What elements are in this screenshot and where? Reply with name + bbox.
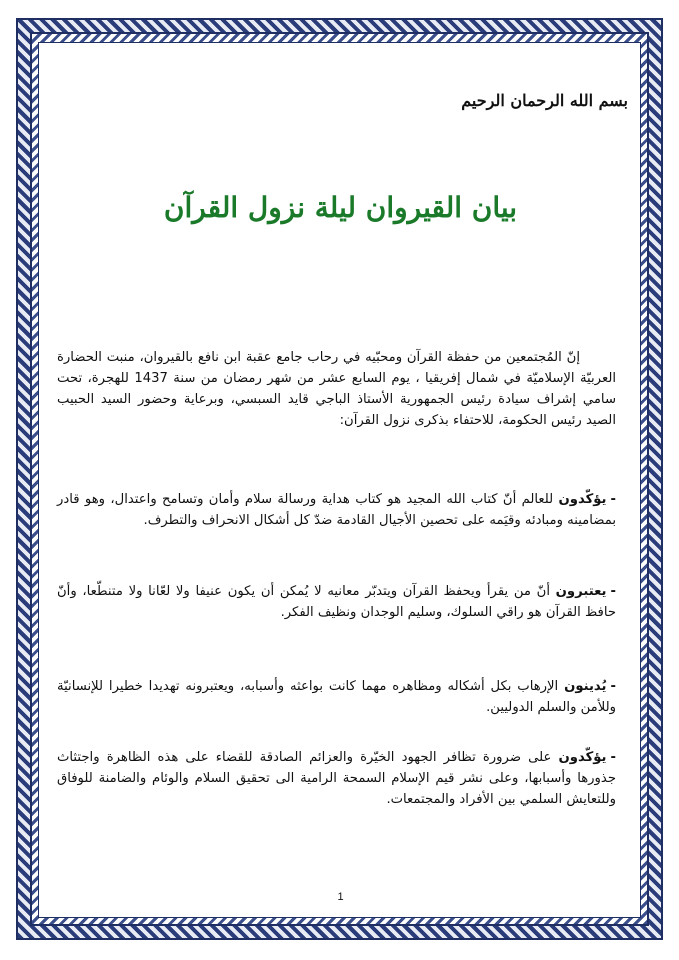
item-text: للعالم أنّ كتاب الله المجيد هو كتاب هداية ورسالة سلام وأمان وتسامح واعتدال، وهو قادر بمضامينه ومبادئه وقيَمه على تحصين الأجيال القادمة ضدّ كل أشكال الانحراف والتطرف.: [57, 492, 616, 528]
item-text: أنّ من يقرأ ويحفظ القرآن ويتدبّر معانيه لا يُمكن أن يكون عنيفا ولا لعّانا ولا متنطّعا، وأنّ حافظ القرآن هو راقي السلوك، وسليم الوجدان ونظيف الفكر.: [57, 584, 616, 620]
list-item: -يُدينون الإرهاب بكل أشكاله ومظاهره مهما كانت بواعثه وأسبابه، ويعتبرونه تهديدا خطيرا للإنسانيّة وللأمن والسلم الدوليين.: [57, 679, 616, 715]
page: [38, 42, 641, 918]
list-item: -يعتبرون أنّ من يقرأ ويحفظ القرآن ويتدبّر معانيه لا يُمكن أن يكون عنيفا ولا لعّانا ولا متنطّعا، وأنّ حافظ القرآن هو راقي السلوك، وسليم الوجدان ونظيف الفكر.: [57, 584, 616, 620]
item-keyword: يؤكّدون: [558, 492, 607, 507]
document-title: بيان القيروان ليلة نزول القرآن: [163, 191, 518, 224]
basmala: بسم الله الرحمان الرحيم: [461, 91, 628, 110]
item-text: الإرهاب بكل أشكاله ومظاهره مهما كانت بواعثه وأسبابه، ويعتبرونه تهديدا خطيرا للإنسانيّة وللأمن والسلم الدوليين.: [57, 679, 616, 715]
item-keyword: يُدينون: [564, 679, 607, 694]
item-keyword: يؤكّدون: [558, 750, 607, 765]
document-content: [39, 43, 642, 919]
list-item: -يؤكّدون على ضرورة تظافر الجهود الخيّرة والعزائم الصادقة للقضاء على هذه الظاهرة واجتثاث جذورها وأسبابها، وعلى نشر قيم الإسلام السمحة الرامية الى تحقيق السلام والوئام والضامنة للوفاق وللتعايش السلمي بين الأفراد والمجتمعات.: [57, 750, 616, 807]
intro-paragraph: [57, 347, 616, 431]
item-keyword: يعتبرون: [555, 584, 607, 599]
intro-text: إنّ المُجتمعين من حفظة القرآن ومحبّيه في رحاب جامع عقبة ابن نافع بالقيروان، منبت الحضارة العربيّة الإسلاميّة في شمال إفريقيا ، يوم السابع عشر من شهر رمضان من سنة 1437 للهجرة، تحت سامي إشراف سيادة رئيس الجمهورية الأستاذ الباجي قايد السبسي، وبرعاية وحضور السيد الحبيب الصيد رئيس الحكومة، للاحتفاء بذكرى نزول القرآن:: [57, 350, 616, 428]
page-number: 1: [337, 891, 344, 903]
list-item: -يؤكّدون للعالم أنّ كتاب الله المجيد هو كتاب هداية ورسالة سلام وأمان وتسامح واعتدال، وهو قادر بمضامينه ومبادئه وقيَمه على تحصين الأجيال القادمة ضدّ كل أشكال الانحراف والتطرف.: [57, 492, 616, 528]
item-text: على ضرورة تظافر الجهود الخيّرة والعزائم الصادقة للقضاء على هذه الظاهرة واجتثاث جذورها وأسبابها، وعلى نشر قيم الإسلام السمحة الرامية الى تحقيق السلام والوئام والضامنة للوفاق وللتعايش السلمي بين الأفراد والمجتمعات.: [57, 750, 616, 807]
